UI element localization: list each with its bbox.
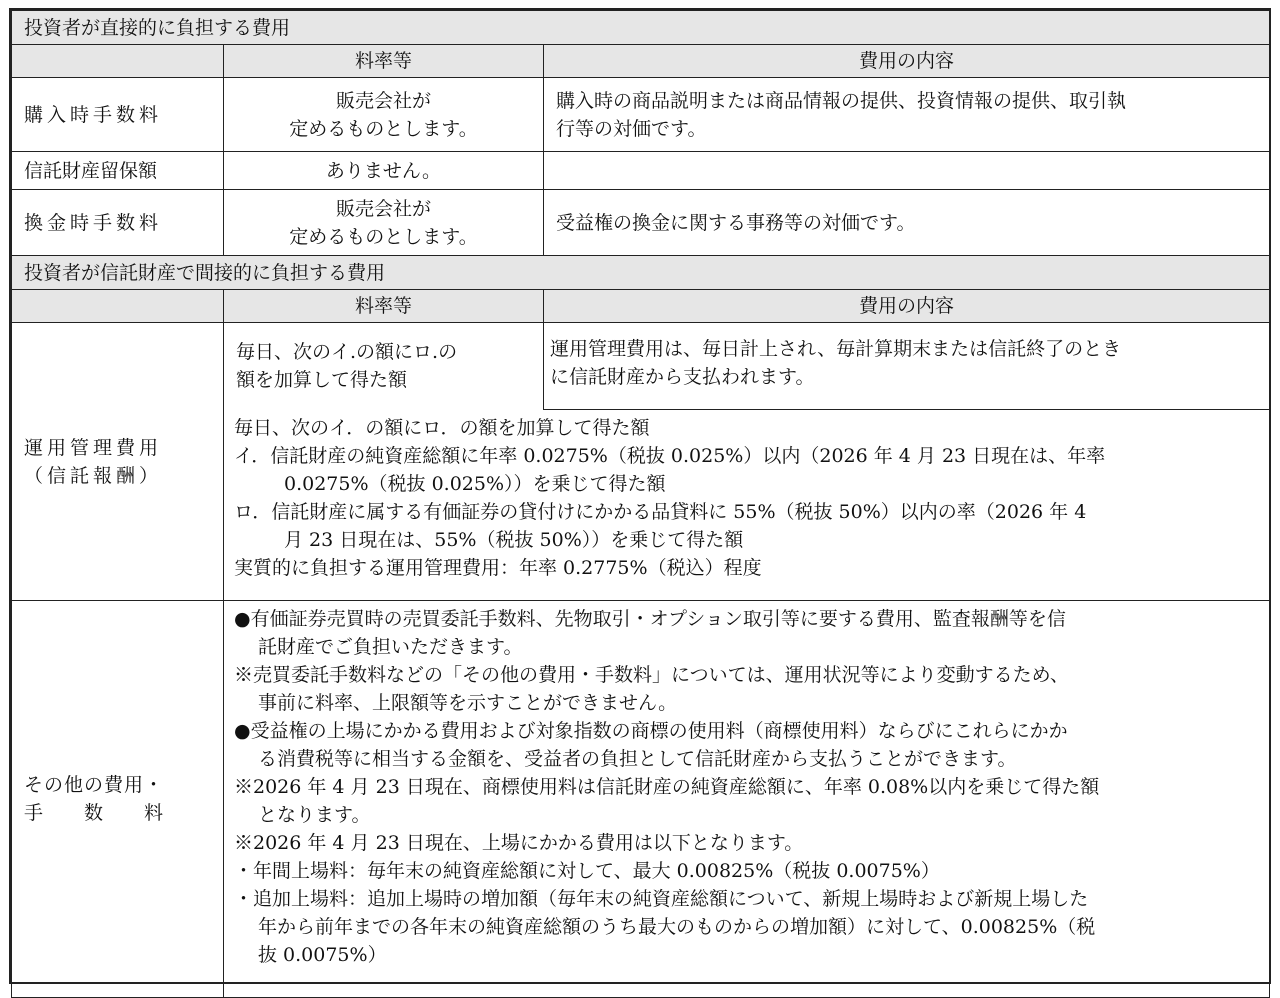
row-label-redemption-fee: 換金時手数料 — [12, 190, 224, 256]
other-item: ・追加上場料：追加上場時の増加額（毎年末の純資産総額について、新規上場時および新規上場した — [234, 888, 1089, 910]
detail-lead: 毎日、次のイ．の額にロ．の額を加算して得た額 — [234, 417, 650, 439]
table-row — [12, 601, 1270, 998]
header-blank — [12, 45, 224, 78]
rate-line: 毎日、次のイ.の額にロ.の — [236, 341, 458, 364]
fee-table-container — [9, 8, 1271, 984]
section-title-direct: 投資者が直接的に負担する費用 — [12, 11, 1270, 45]
label-line: 運用管理費用 — [24, 436, 163, 459]
other-item-cont: 託財産でご負担いただきます。 — [258, 636, 523, 658]
rate-line: 定めるものとします。 — [289, 117, 478, 140]
other-item-cont: となります。 — [258, 804, 371, 826]
rate-line: 販売会社が — [335, 89, 431, 112]
detail-ro: ロ．信託財産に属する有価証券の貸付けにかかる品貸料に 55%（税抜 50%）以内の率（2026 年 4 — [234, 501, 1087, 523]
header-rate: 料率等 — [224, 290, 544, 323]
detail-actual: 実質的に負担する運用管理費用：年率 0.2775%（税込）程度 — [234, 557, 762, 579]
table-row — [12, 190, 1270, 256]
row-label-other-fees — [12, 601, 224, 998]
table-row — [12, 152, 1270, 190]
label-line: その他の費用・ — [24, 774, 165, 796]
other-item: ●有価証券売買時の売買委託手数料、先物取引・オプション取引等に要する費用、監査報酬等を信 — [234, 608, 1066, 630]
row-content-purchase-fee — [544, 78, 1270, 152]
detail-i-cont: 0.0275%（税抜 0.025%））を乗じて得た額 — [284, 473, 666, 495]
row-content-redemption-fee: 受益権の換金に関する事務等の対価です。 — [544, 190, 1270, 256]
header-content: 費用の内容 — [544, 45, 1270, 78]
table-row — [12, 323, 1270, 410]
other-item: ※2026 年 4 月 23 日現在、商標使用料は信託財産の純資産総額に、年率 0.08%以内を乗じて得た額 — [234, 776, 1100, 798]
content-line: 運用管理費用は、毎日計上され、毎計算期末または信託終了のとき — [550, 338, 1122, 360]
mgmt-fee-detail — [224, 410, 1270, 601]
other-item-cont: る消費税等に相当する金額を、受益者の負担として信託財産から支払うことができます。 — [258, 748, 1017, 770]
content-line: 購入時の商品説明または商品情報の提供、投資情報の提供、取引執 — [556, 89, 1127, 112]
label-line: 手 数 料 — [24, 802, 165, 824]
row-content-retention — [544, 152, 1270, 190]
row-label-purchase-fee: 購入時手数料 — [12, 78, 224, 152]
row-rate-purchase-fee — [224, 78, 544, 152]
row-content-mgmt-fee — [544, 323, 1270, 410]
row-label-retention: 信託財産留保額 — [12, 152, 224, 190]
header-rate: 料率等 — [224, 45, 544, 78]
other-item: ※2026 年 4 月 23 日現在、上場にかかる費用は以下となります。 — [234, 832, 804, 854]
label-line: （信託報酬） — [24, 464, 163, 487]
row-rate-mgmt-fee — [224, 323, 544, 410]
rate-line: 額を加算して得た額 — [236, 369, 408, 392]
header-blank — [12, 290, 224, 323]
other-item: ●受益権の上場にかかる費用および対象指数の商標の使用料（商標使用料）ならびにこれらにかか — [234, 720, 1068, 742]
detail-ro-cont: 月 23 日現在は、55%（税抜 50%））を乗じて得た額 — [284, 529, 744, 551]
content-line: 行等の対価です。 — [556, 117, 707, 140]
other-item-cont: 事前に料率、上限額等を示すことができません。 — [258, 692, 678, 714]
other-item-cont: 年から前年までの各年末の純資産総額のうち最大のものからの増加額）に対して、0.00825%（税 — [258, 916, 1096, 938]
row-label-mgmt-fee — [12, 323, 224, 601]
header-content: 費用の内容 — [544, 290, 1270, 323]
content-line: に信託財産から支払われます。 — [550, 366, 815, 388]
rate-line: 定めるものとします。 — [289, 225, 478, 248]
other-item: ※売買委託手数料などの「その他の費用・手数料」については、運用状況等により変動するため、 — [234, 664, 1069, 686]
fee-table — [11, 10, 1270, 998]
row-rate-retention: ありません。 — [224, 152, 544, 190]
section-title-indirect: 投資者が信託財産で間接的に負担する費用 — [12, 256, 1270, 290]
other-item: ・年間上場料：毎年末の純資産総額に対して、最大 0.00825%（税抜 0.0075%） — [234, 860, 940, 882]
detail-i: イ．信託財産の純資産総額に年率 0.0275%（税抜 0.025%）以内（2026 年 4 月 23 日現在は、年率 — [234, 445, 1106, 467]
row-rate-redemption-fee — [224, 190, 544, 256]
other-item-cont: 抜 0.0075%） — [258, 944, 387, 966]
table-row — [12, 78, 1270, 152]
other-fees-detail — [224, 601, 1270, 998]
rate-line: 販売会社が — [335, 197, 431, 220]
